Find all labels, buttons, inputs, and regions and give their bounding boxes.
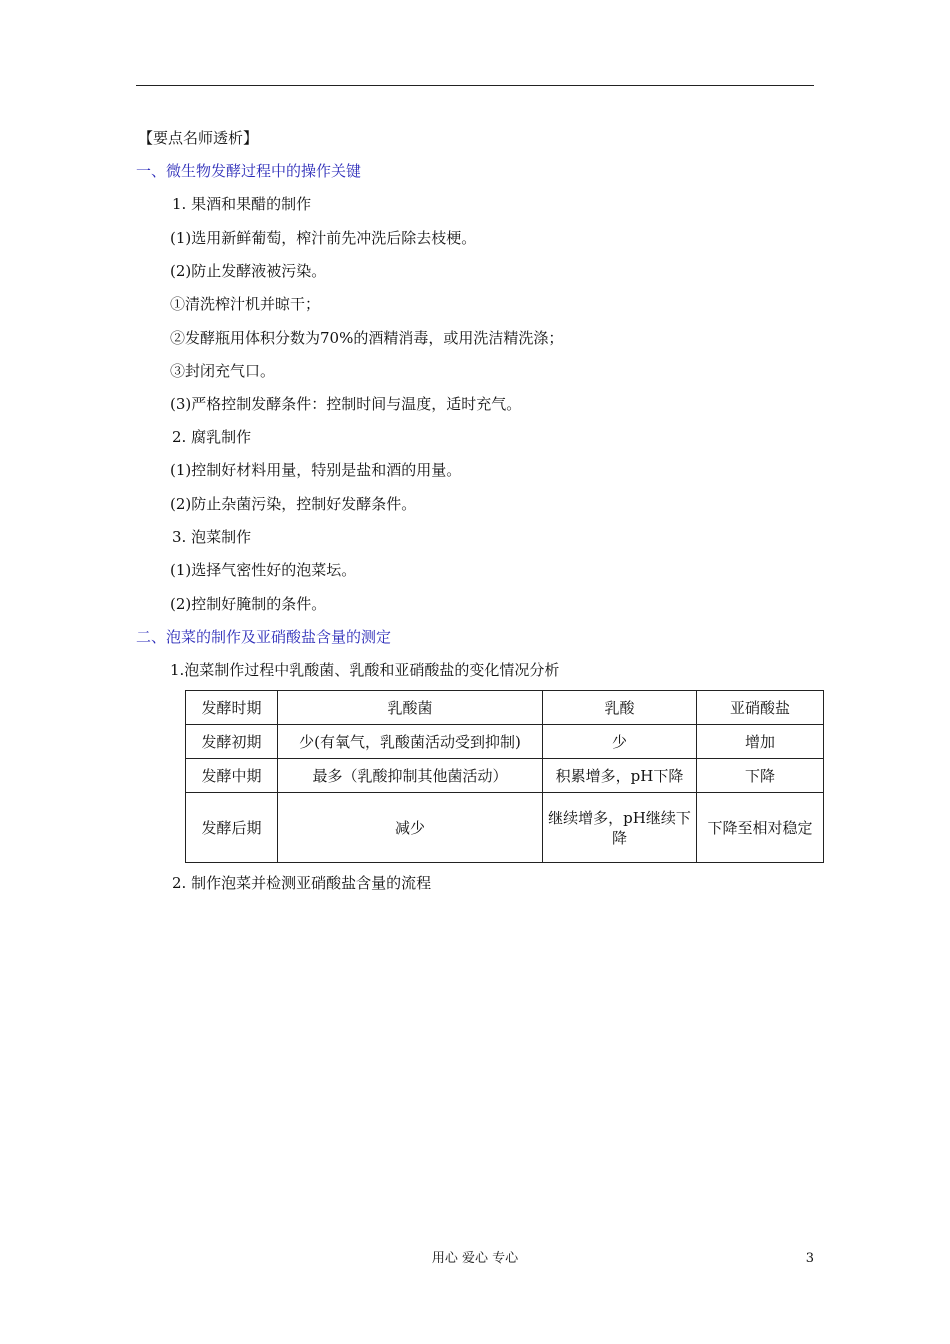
list-item: ②发酵瓶用体积分数为70%的酒精消毒，或用洗洁精洗涤；	[170, 329, 564, 347]
table-header-cell: 乳酸	[543, 691, 697, 725]
table-header-row	[186, 691, 824, 725]
list-item: (2)防止杂菌污染，控制好发酵条件。	[170, 495, 417, 513]
table-header-cell: 乳酸菌	[278, 691, 543, 725]
table-cell: 减少	[278, 793, 543, 863]
table-cell: 继续增多，pH继续下降	[543, 793, 697, 863]
table-header-cell: 发酵时期	[186, 691, 278, 725]
list-item: ①清洗榨汁机并晾干；	[170, 295, 321, 313]
table-row	[186, 793, 824, 863]
part1-title: 一、微生物发酵过程中的操作关键	[136, 162, 362, 180]
page-number: 3	[805, 1251, 814, 1266]
list-item: (2)控制好腌制的条件。	[170, 595, 327, 613]
table-cell: 最多（乳酸抑制其他菌活动）	[278, 759, 543, 793]
list-item: 3. 泡菜制作	[172, 528, 252, 546]
table-cell: 发酵后期	[186, 793, 278, 863]
header-rule	[136, 85, 814, 86]
fermentation-table	[185, 690, 824, 863]
table-cell: 少	[543, 725, 697, 759]
footer-slogan: 用心 爱心 专心	[431, 1251, 519, 1266]
table-cell: 发酵中期	[186, 759, 278, 793]
after-table-text: 2. 制作泡菜并检测亚硝酸盐含量的流程	[172, 874, 432, 892]
list-item: 1. 果酒和果醋的制作	[172, 195, 312, 213]
part2-title: 二、泡菜的制作及亚硝酸盐含量的测定	[136, 628, 392, 646]
table-cell: 下降至相对稳定	[697, 793, 824, 863]
list-item: (1)控制好材料用量，特别是盐和酒的用量。	[170, 461, 462, 479]
table-cell: 积累增多，pH下降	[543, 759, 697, 793]
table-cell: 少(有氧气，乳酸菌活动受到抑制)	[278, 725, 543, 759]
list-item: ③封闭充气口。	[170, 362, 276, 380]
list-item: (3)严格控制发酵条件：控制时间与温度，适时充气。	[170, 395, 522, 413]
table-caption: 1.泡菜制作过程中乳酸菌、乳酸和亚硝酸盐的变化情况分析	[170, 661, 560, 679]
list-item: (1)选择气密性好的泡菜坛。	[170, 561, 357, 579]
table-cell: 增加	[697, 725, 824, 759]
table-row	[186, 759, 824, 793]
list-item: 2. 腐乳制作	[172, 428, 252, 446]
list-item: (2)防止发酵液被污染。	[170, 262, 327, 280]
table-cell: 发酵初期	[186, 725, 278, 759]
section-heading: 【要点名师透析】	[138, 129, 259, 147]
table-header-cell: 亚硝酸盐	[697, 691, 824, 725]
list-item: (1)选用新鲜葡萄，榨汁前先冲洗后除去枝梗。	[170, 229, 477, 247]
table-cell: 下降	[697, 759, 824, 793]
table-row	[186, 725, 824, 759]
